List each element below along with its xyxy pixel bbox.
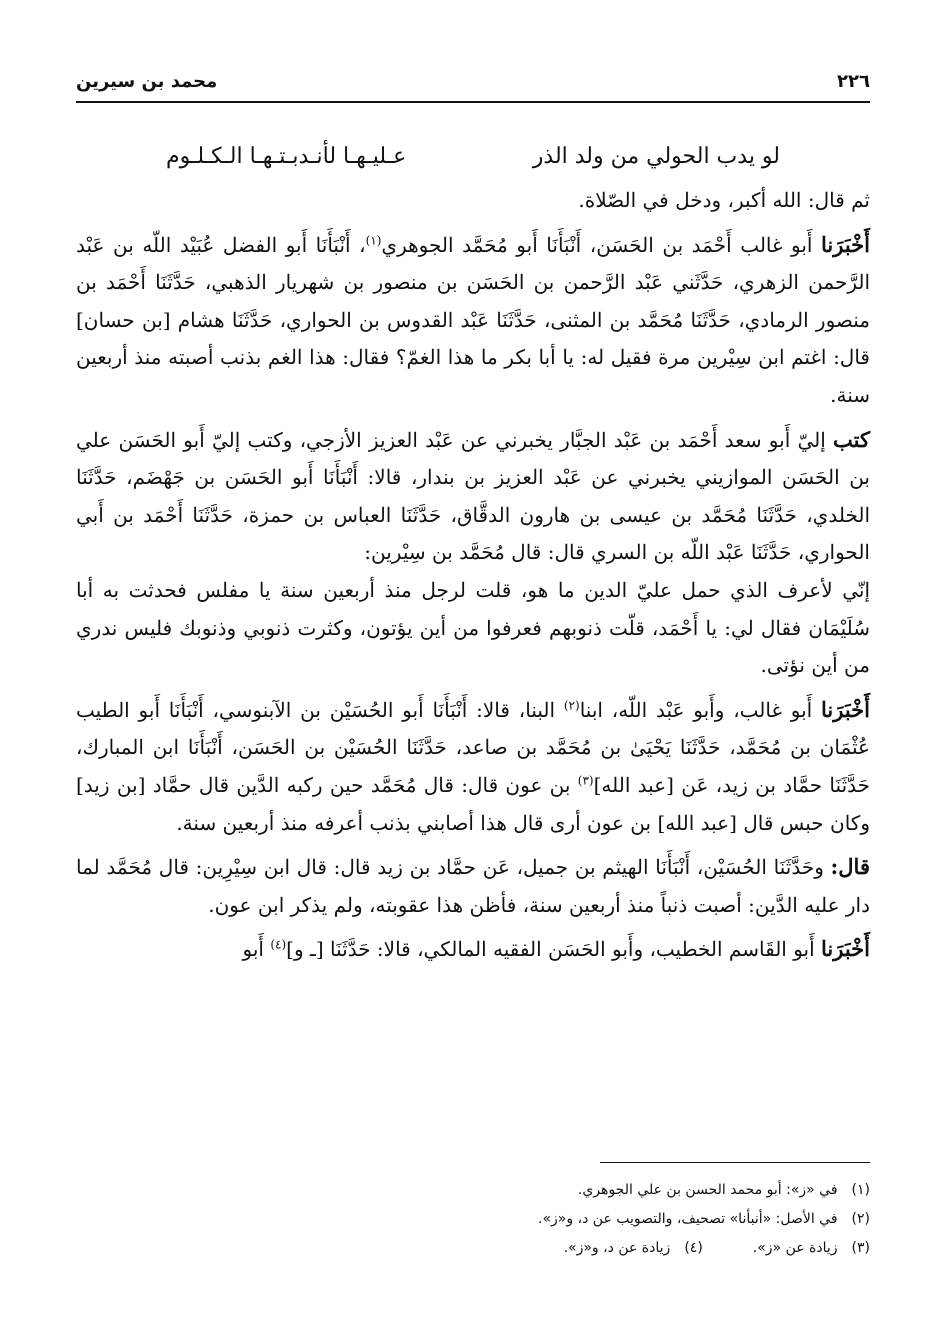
footnote-marker[interactable]: (٤)	[270, 937, 287, 952]
footnote-marker[interactable]: (٣)	[577, 773, 594, 788]
footnote-marker[interactable]: (١)	[365, 232, 382, 247]
paragraph-text: أَبو غالب، وأَبو عَبْد اللّه، ابنا	[579, 697, 822, 722]
paragraph-keyword: أَخْبَرَنا	[821, 936, 870, 962]
paragraph-text: إنّي لأعرف الذي حمل عليّ الدين ما هو، قلت لرجل منذ أربعين سنة يا مفلس فحدثت به أبا سُلَيْمَان فقال لي: يا أَحْمَد، قلّت ذنوبهم فعرفوا من أين يؤتون، وكثرت ذنوبي وذنوبك فليس ندري من أين نؤتى.	[76, 577, 870, 678]
footnote-1	[76, 1176, 870, 1205]
paragraph-5	[76, 691, 870, 842]
paragraph-text: ثم قال: الله أكبر، ودخل في الصّلاة.	[578, 188, 870, 212]
page-number: ٢٢٦	[837, 70, 870, 92]
footnote-2	[76, 1205, 870, 1234]
page-header	[76, 66, 870, 96]
paragraph-keyword: كتب	[833, 426, 870, 452]
footnote-marker[interactable]: (٢)	[563, 698, 580, 713]
paragraph-4	[76, 572, 870, 685]
paragraph-text: البنا، قالا: أَنْبَأَنَا أَبو الحُسَيْن بن الآبنوسي، أَنْبَأَنَا أَبو الطيب عُثْمَان بن مُحَمَّد، حَدَّثَنَا يَحْيَىٰ بن مُحَمَّد بن صاعد، حَدَّثَنَا الحُسَيْن بن الحَسَن، أَنْبَأَنَا ابن المبارك، حَدَّثَنَا حمَّاد بن زيد، عَن [عبد الله]	[76, 697, 870, 797]
footnote-text: زيادة عن «ز».	[752, 1240, 838, 1256]
running-title: محمد بن سيرين	[76, 70, 218, 92]
footnote-number: (٤)	[684, 1240, 703, 1256]
paragraph-text: أَبو	[242, 937, 271, 962]
paragraph-keyword: أَخْبَرَنا	[821, 696, 870, 722]
paragraph-text: وحَدَّثَنَا الحُسَيْن، أَنْبَأَنَا الهيثم بن جميل، عَن حمَّاد بن زيد قال: قال ابن سِيْرِين: قال مُحَمَّد لما دار عليه الدَّين: أصبت ذنباً منذ أربعين سنة، فأظن هذا عقوبته، ولم يذكر ابن عون.	[76, 855, 870, 917]
paragraph-7	[76, 930, 870, 969]
paragraph-6	[76, 848, 870, 924]
main-text	[76, 182, 870, 969]
footnote-text: زيادة عن د، و«ز».	[563, 1240, 671, 1256]
poem-verse	[76, 140, 870, 180]
footnote-text: في «ز»: أبو محمد الحسن بن علي الجوهري.	[577, 1182, 838, 1198]
footnote-number: (٣)	[851, 1240, 870, 1256]
paragraph-text: بن عون قال: قال مُحَمَّد حين ركبه الدَّين قال حمَّاد [بن زيد] وكان حبس قال [عبد الله] بن عون أرى قال هذا أصابني بذنب أعرفه منذ أربعين سنة.	[76, 772, 870, 835]
paragraph-1	[76, 182, 870, 220]
footnote-text: في الأصل: «أنبأنا» تصحيف، والتصويب عن د، و«ز».	[538, 1211, 838, 1227]
paragraph-2	[76, 226, 870, 415]
paragraph-keyword: قال:	[830, 854, 870, 880]
footnote-number: (١)	[851, 1182, 870, 1198]
paragraph-keyword: أَخْبَرَنا	[821, 231, 870, 257]
verse-first-hemistich: لو يدب الحولي من ولد الذر	[532, 144, 780, 169]
paragraph-text: أَبو غالب أَحْمَد بن الحَسَن، أَنْبَأَنَا أَبو مُحَمَّد الجوهري	[381, 232, 822, 257]
paragraph-3	[76, 421, 870, 572]
footnote-3-4	[76, 1234, 870, 1263]
paragraph-text: أَبو القَاسم الخطيب، وأَبو الحَسَن الفقيه المالكي، قالا: حَدَّثَنَا [ـ و]	[286, 937, 822, 962]
verse-second-hemistich: عـليـهـا لأنـدبـتـهـا الـكـلـوم	[166, 144, 407, 169]
footnote-rule	[600, 1162, 870, 1163]
header-rule	[76, 101, 870, 103]
paragraph-text: إليّ أَبو سعد أَحْمَد بن عَبْد الجبَّار يخبرني عن عَبْد العزيز الأزجي، وكتب إليّ أَبو الحَسَن علي بن الحَسَن الموازيني يخبرني عن عَبْد العزيز بن بندار، قالا: أَنْبَأَنَا أَبو الحَسَن بن جَهْضَم، حَدَّثَنَا الخلدي، حَدَّثَنَا مُحَمَّد بن عيسى بن هارون الدقَّاق، حَدَّثَنَا العباس بن حمزة، حَدَّثَنَا أَحْمَد بن أَبي الحواري، حَدَّثَنَا عَبْد اللّه بن السري قال: قال مُحَمَّد بن سِيْرين:	[76, 427, 871, 565]
paragraph-text: ، أَنْبَأَنَا أَبو الفضل عُبَيْد اللّه بن عَبْد الرَّحمن الزهري، حَدَّثَني عَبْد الرَّحمن بن الحَسَن بن منصور بن شهريار الذهبي، حَدَّثَنَا أَحْمَد بن منصور الرمادي، حَدَّثَنَا مُحَمَّد بن المثنى، حَدَّثَنَا عَبْد القدوس بن الحواري، حَدَّثَنَا هشام [بن حسان] قال: اغتم ابن سِيْرين مرة فقيل له: يا أبا بكر ما هذا الغمّ؟ فقال: هذا الغم بذنب أصبته منذ أربعين سنة.	[76, 232, 870, 407]
footnotes	[76, 1176, 870, 1263]
footnote-number: (٢)	[851, 1211, 870, 1227]
